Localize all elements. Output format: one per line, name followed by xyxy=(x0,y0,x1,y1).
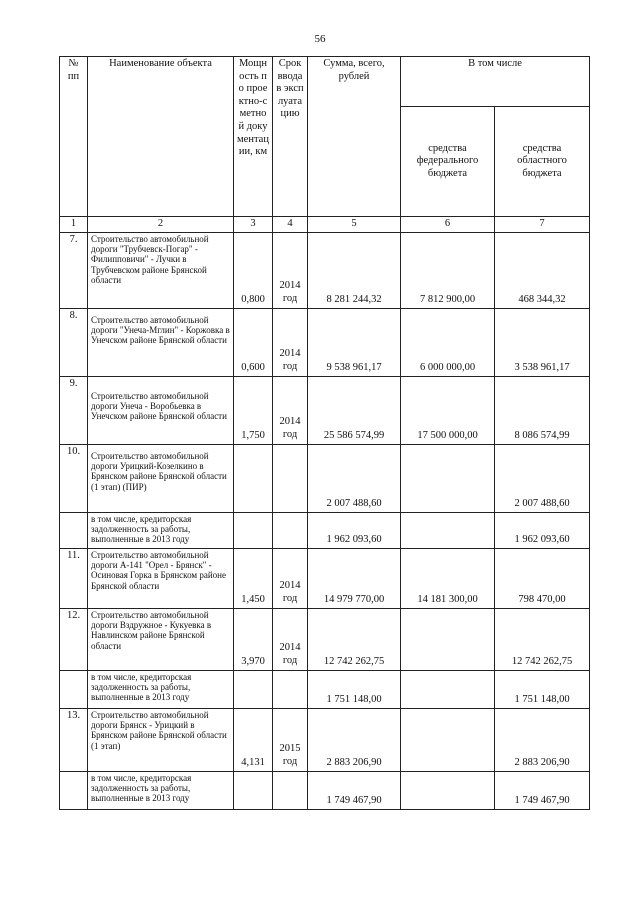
index-cell: 5 xyxy=(308,217,401,233)
row-capacity: 1,450 xyxy=(234,548,273,608)
row-num xyxy=(60,670,88,708)
row-term xyxy=(273,670,308,708)
row-name: в том числе, кредиторская задолженность за работы, выполненные в 2013 году xyxy=(88,512,234,548)
table-row xyxy=(60,670,590,708)
table-row xyxy=(60,548,590,608)
row-federal xyxy=(401,444,495,512)
row-capacity: 0,600 xyxy=(234,308,273,376)
row-total: 8 281 244,32 xyxy=(308,232,401,308)
row-total: 9 538 961,17 xyxy=(308,308,401,376)
budget-table xyxy=(59,56,590,810)
row-regional: 1 962 093,60 xyxy=(495,512,590,548)
header-including: В том числе xyxy=(401,57,590,107)
row-term: 2015 год xyxy=(273,708,308,771)
table-row xyxy=(60,308,590,376)
row-total: 2 007 488,60 xyxy=(308,444,401,512)
row-regional: 12 742 262,75 xyxy=(495,608,590,670)
row-total: 25 586 574,99 xyxy=(308,376,401,444)
row-federal xyxy=(401,608,495,670)
row-capacity xyxy=(234,670,273,708)
row-regional: 2 007 488,60 xyxy=(495,444,590,512)
row-term: 2014 год xyxy=(273,548,308,608)
page-number: 56 xyxy=(314,33,326,45)
index-cell: 4 xyxy=(273,217,308,233)
row-num: 7. xyxy=(60,232,88,308)
row-num: 12. xyxy=(60,608,88,670)
row-federal xyxy=(401,708,495,771)
row-regional: 1 749 467,90 xyxy=(495,771,590,809)
index-cell: 7 xyxy=(495,217,590,233)
row-name: Строительство автомобильной дороги "Унеча-Мглин" - Коржовка в Унечском районе Брянской области xyxy=(88,308,234,376)
row-federal xyxy=(401,670,495,708)
index-cell: 3 xyxy=(234,217,273,233)
table-row xyxy=(60,444,590,512)
index-cell: 1 xyxy=(60,217,88,233)
row-total: 2 883 206,90 xyxy=(308,708,401,771)
row-name: Строительство автомобильной дороги Брянск - Урицкий в Брянском районе Брянской области (1 этап) xyxy=(88,708,234,771)
row-federal xyxy=(401,512,495,548)
row-name: Строительство автомобильной дороги Урицкий-Козелкино в Брянском районе Брянской области (1 этап) (ПИР) xyxy=(88,444,234,512)
header-total: Сумма, всего, рублей xyxy=(308,57,401,217)
row-name: Строительство автомобильной дороги А-141 "Орел - Брянск" - Осиновая Горка в Брянском районе Брянской области xyxy=(88,548,234,608)
row-capacity xyxy=(234,444,273,512)
row-capacity xyxy=(234,512,273,548)
row-capacity: 0,800 xyxy=(234,232,273,308)
index-cell: 2 xyxy=(88,217,234,233)
row-num: 13. xyxy=(60,708,88,771)
row-term: 2014 год xyxy=(273,308,308,376)
table-row xyxy=(60,708,590,771)
row-num: 11. xyxy=(60,548,88,608)
row-name: Строительство автомобильной дороги "Трубчевск-Погар" - Филипповичи" - Лучки в Трубчевском районе Брянской области xyxy=(88,232,234,308)
row-regional: 8 086 574,99 xyxy=(495,376,590,444)
row-term xyxy=(273,444,308,512)
row-total: 12 742 262,75 xyxy=(308,608,401,670)
row-capacity: 4,131 xyxy=(234,708,273,771)
row-regional: 2 883 206,90 xyxy=(495,708,590,771)
row-num xyxy=(60,512,88,548)
header-term: Срок ввода в эксплуатацию xyxy=(273,57,308,217)
row-total: 1 962 093,60 xyxy=(308,512,401,548)
row-capacity xyxy=(234,771,273,809)
header-federal: средства федерального бюджета xyxy=(401,107,495,217)
row-total: 1 751 148,00 xyxy=(308,670,401,708)
row-num: 8. xyxy=(60,308,88,376)
table-row xyxy=(60,376,590,444)
row-federal: 6 000 000,00 xyxy=(401,308,495,376)
row-total: 1 749 467,90 xyxy=(308,771,401,809)
index-cell: 6 xyxy=(401,217,495,233)
table-row xyxy=(60,608,590,670)
row-term xyxy=(273,771,308,809)
row-num: 10. xyxy=(60,444,88,512)
row-name: Строительство автомобильной дороги Унеча - Воробьевка в Унечском районе Брянской области xyxy=(88,376,234,444)
header-name: Наименование объекта xyxy=(88,57,234,217)
row-federal: 17 500 000,00 xyxy=(401,376,495,444)
row-federal: 7 812 900,00 xyxy=(401,232,495,308)
header-capacity: Мощность по проектно-сметной документации, км xyxy=(234,57,273,217)
row-capacity: 3,970 xyxy=(234,608,273,670)
row-capacity: 1,750 xyxy=(234,376,273,444)
row-num: 9. xyxy=(60,376,88,444)
row-num xyxy=(60,771,88,809)
row-term: 2014 год xyxy=(273,232,308,308)
row-total: 14 979 770,00 xyxy=(308,548,401,608)
row-regional: 468 344,32 xyxy=(495,232,590,308)
table-row xyxy=(60,232,590,308)
table-row xyxy=(60,512,590,548)
row-term: 2014 год xyxy=(273,608,308,670)
row-regional: 798 470,00 xyxy=(495,548,590,608)
row-term: 2014 год xyxy=(273,376,308,444)
row-term xyxy=(273,512,308,548)
header-regional: средства областного бюджета xyxy=(495,107,590,217)
table-row xyxy=(60,771,590,809)
row-federal: 14 181 300,00 xyxy=(401,548,495,608)
row-name: в том числе, кредиторская задолженность за работы, выполненные в 2013 году xyxy=(88,771,234,809)
row-federal xyxy=(401,771,495,809)
header-num: № пп xyxy=(60,57,88,217)
row-name: в том числе, кредиторская задолженность за работы, выполненные в 2013 году xyxy=(88,670,234,708)
row-name: Строительство автомобильной дороги Вздружное - Кукуевка в Навлинском районе Брянской области xyxy=(88,608,234,670)
row-regional: 3 538 961,17 xyxy=(495,308,590,376)
row-regional: 1 751 148,00 xyxy=(495,670,590,708)
